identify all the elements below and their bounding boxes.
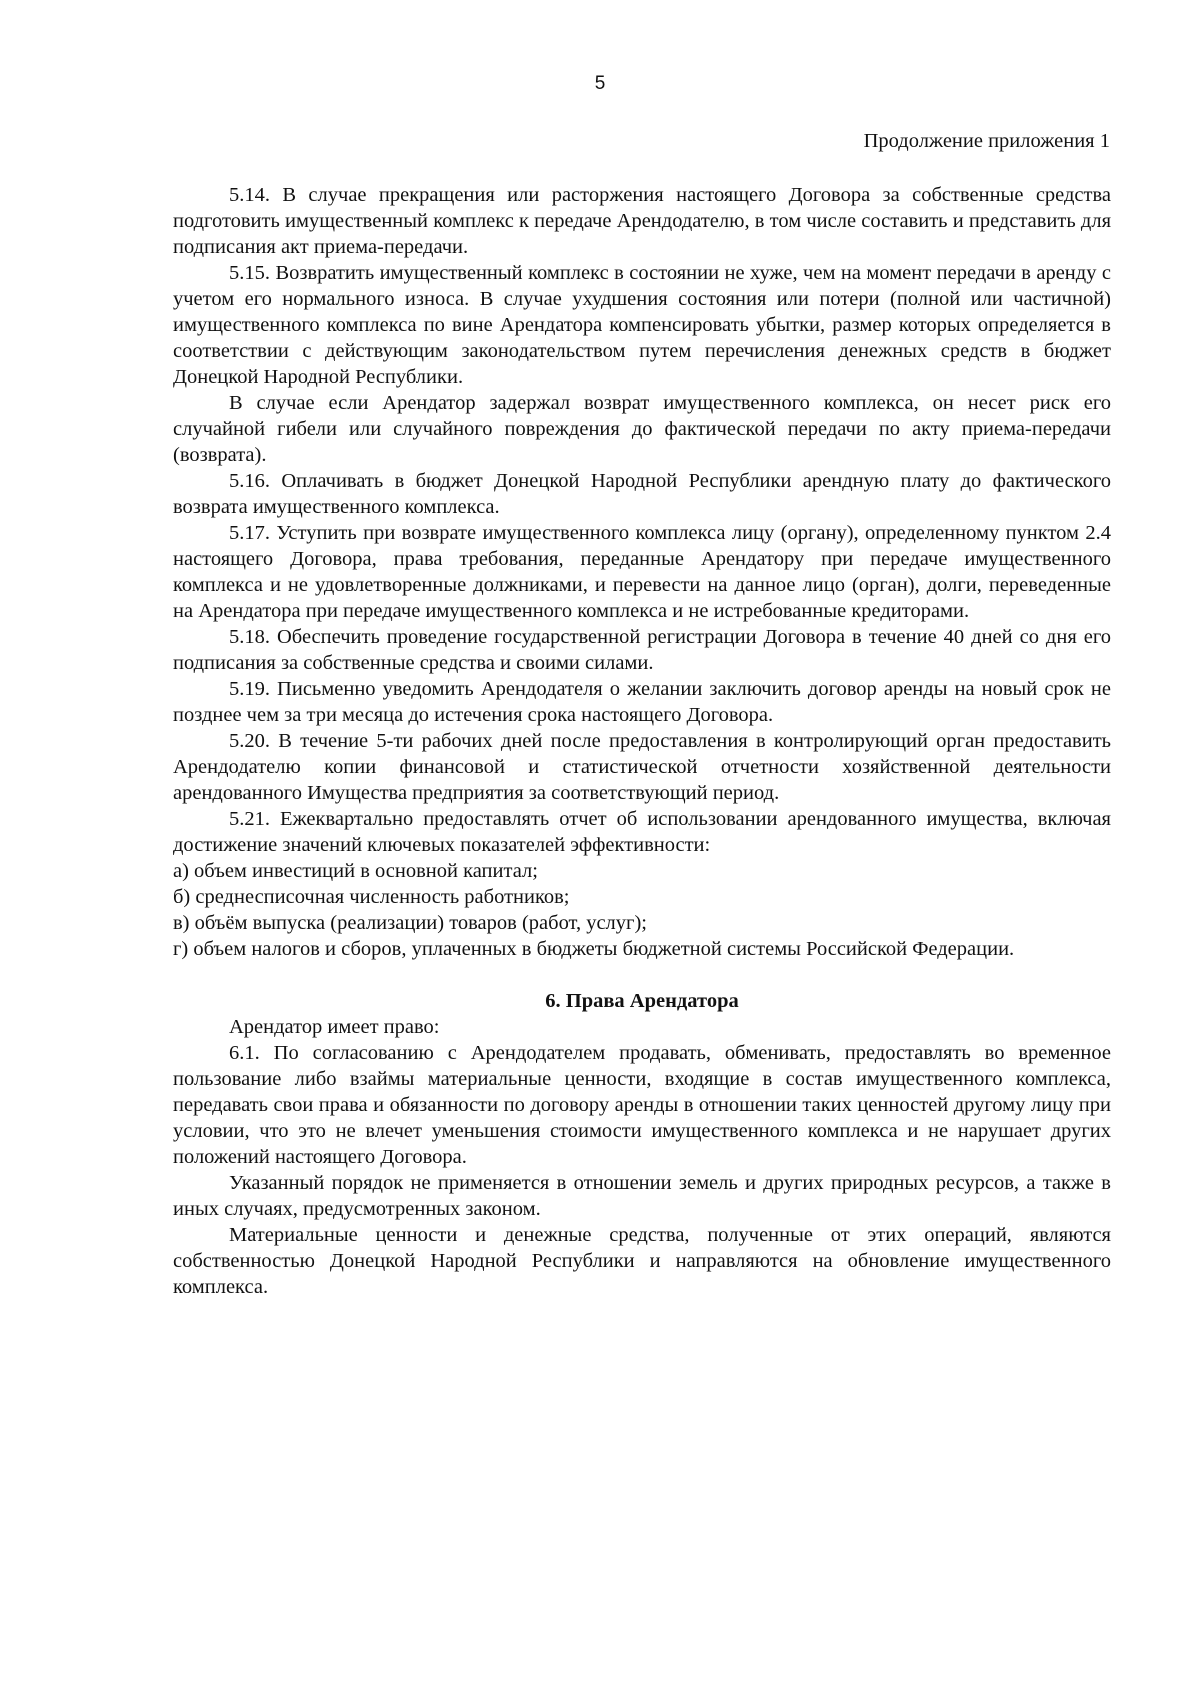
paragraph-5-16: 5.16. Оплачивать в бюджет Донецкой Народной Республики арендную плату до фактического возврата имущественного комплекса. [173,470,1111,518]
paragraph-5-17: 5.17. Уступить при возврате имущественного комплекса лицу (органу), определенному пунктом 2.4 настоящего Договора, права требования, переданные Арендатору при передаче имущественного комплекса и не удовлетворенные должниками, и перевести на данное лицо (орган), долги, переведенные на Арендатора при передаче имущественного комплекса и не истребованные кредиторами. [173,522,1111,622]
list-item: а) объем инвестиций в основной капитал; [173,860,538,882]
paragraph-5-20: 5.20. В течение 5-ти рабочих дней после предоставления в контролирующий орган предоставить Арендодателю копии финансовой и статистической отчетности хозяйственной деятельности арендованного Имущества предприятия за соответствующий период. [173,730,1111,804]
list-item: б) среднесписочная численность работников; [173,886,570,908]
paragraph-exceptions: Указанный порядок не применяется в отношении земель и других природных ресурсов, а также в иных случаях, предусмотренных законом. [173,1172,1111,1220]
paragraph-5-21: 5.21. Ежеквартально предоставлять отчет об использовании арендованного имущества, включая достижение значений ключевых показателей эффективности: [173,808,1111,856]
annex-note: Продолжение приложения 1 [863,130,1110,152]
paragraph-5-19: 5.19. Письменно уведомить Арендодателя о желании заключить договор аренды на новый срок не позднее чем за три месяца до истечения срока настоящего Договора. [173,678,1111,726]
list-item: в) объём выпуска (реализации) товаров (работ, услуг); [173,912,647,934]
section-heading: 6. Права Арендатора [545,990,739,1012]
paragraph-material-values: Материальные ценности и денежные средства, полученные от этих операций, являются собственностью Донецкой Народной Республики и направляются на обновление имущественного комплекса. [173,1224,1111,1298]
document-body [173,182,1111,1300]
section-intro: Арендатор имеет право: [229,1016,440,1038]
paragraph-5-14: 5.14. В случае прекращения или расторжения настоящего Договора за собственные средства подготовить имущественный комплекс к передаче Арендодателю, в том числе составить и представить для подписания акт приема-передачи. [173,184,1111,258]
page-number: 5 [594,73,606,94]
paragraph-5-15: 5.15. Возвратить имущественный комплекс в состоянии не хуже, чем на момент передачи в аренду с учетом его нормального износа. В случае ухудшения состояния или потери (полной или частичной) имущественного комплекса по вине Арендатора компенсировать убытки, размер которых определяется в соответствии с действующим законодательством путем перечисления денежных средств в бюджет Донецкой Народной Республики. [173,262,1111,388]
paragraph-6-1: 6.1. По согласованию с Арендодателем продавать, обменивать, предоставлять во временное пользование либо взаймы материальные ценности, входящие в состав имущественного комплекса, передавать свои права и обязанности по договору аренды в отношении таких ценностей другому лицу при условии, что это не влечет уменьшения стоимости имущественного комплекса и не нарушает других положений настоящего Договора. [173,1042,1111,1168]
paragraph-5-18: 5.18. Обеспечить проведение государственной регистрации Договора в течение 40 дней со дня его подписания за собственные средства и своими силами. [173,626,1111,674]
list-item: г) объем налогов и сборов, уплаченных в бюджеты бюджетной системы Российской Федерации. [173,938,1015,960]
paragraph-return-risk: В случае если Арендатор задержал возврат имущественного комплекса, он несет риск его случайной гибели или случайного повреждения до фактической передачи по акту приема-передачи (возврата). [173,392,1111,466]
